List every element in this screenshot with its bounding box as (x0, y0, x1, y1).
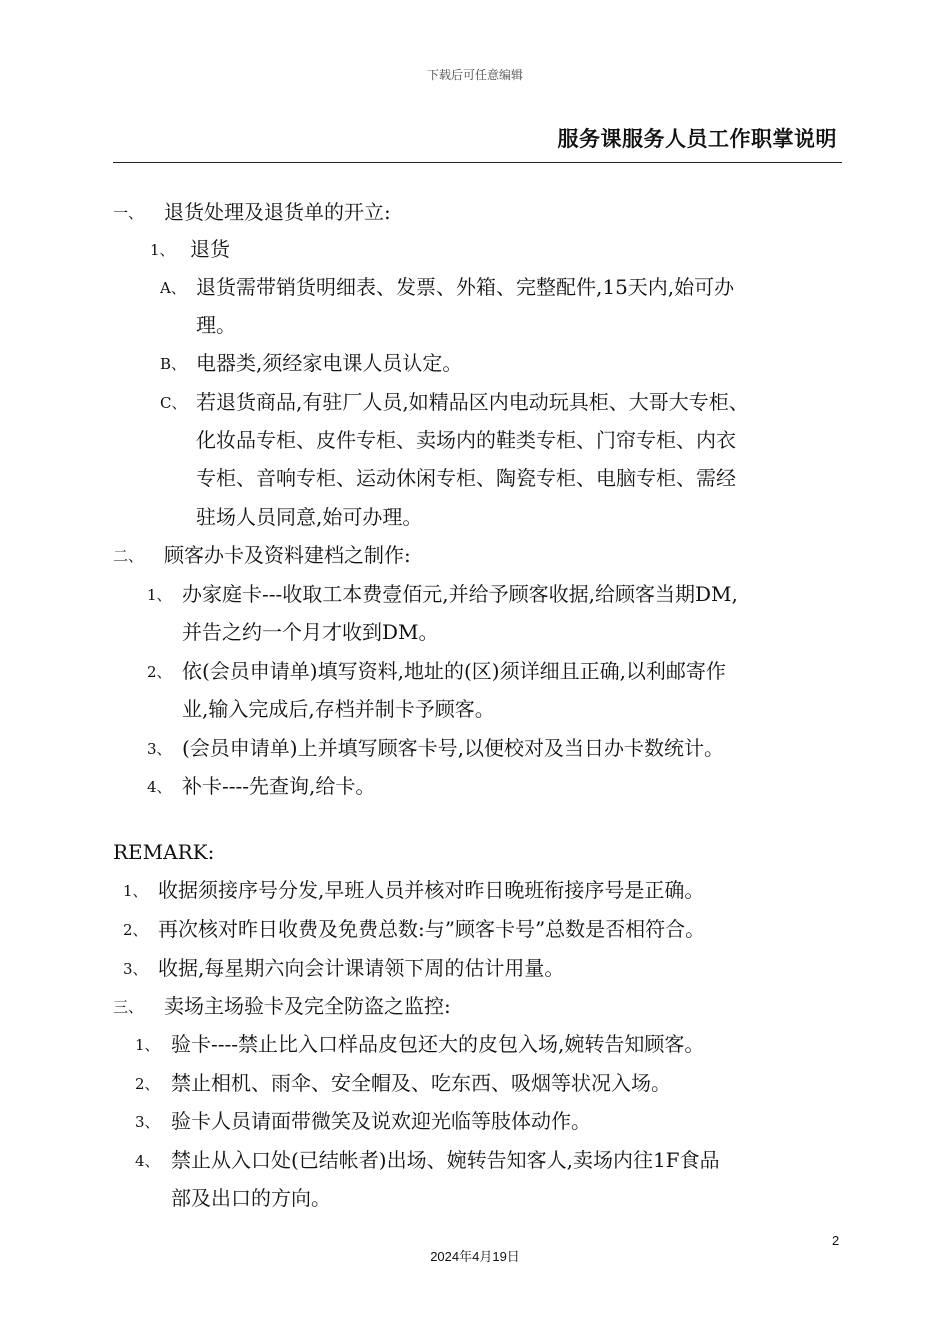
section-2-heading: 顾客办卡及资料建档之制作: (164, 543, 411, 567)
remark-item-3-text: 收据,每星期六向会计课请领下周的估计用量。 (158, 956, 565, 980)
s1-sub1-text: 退货 (190, 237, 230, 261)
document-title: 服务课服务人员工作职掌说明 (557, 127, 837, 151)
remark-item-2-number: 2、 (123, 921, 148, 939)
remark-item-2-text: 再次核对昨日收费及免费总数:与”顾客卡号”总数是否相符合。 (158, 917, 706, 941)
section-2-number: 二、 (113, 547, 144, 565)
s2-item-2-line-1: 依(会员申请单)填写资料,地址的(区)须详细且正确,以利邮寄作 (182, 659, 726, 683)
remark-item-3-number: 3、 (123, 960, 148, 978)
s1-item-c-line-3: 专柜、音响专柜、运动休闲专柜、陶瓷专柜、电脑专柜、需经 (196, 466, 736, 490)
s1-item-a-line-1: 退货需带销货明细表、发票、外箱、完整配件,15天内,始可办 (196, 275, 735, 299)
section-1-number: 一、 (113, 204, 144, 222)
s3-item-1-line-1: 验卡----禁止比入口样品皮包还大的皮包入场,婉转告知顾客。 (171, 1032, 705, 1056)
s2-item-1-line-1: 办家庭卡---收取工本费壹佰元,并给予顾客收据,给顾客当期DM, (182, 582, 738, 606)
s2-item-1-line-2: 并告之约一个月才收到DM。 (182, 620, 439, 644)
footer-date: 2024年4月19日 (430, 1249, 520, 1264)
s1-item-c-line-2: 化妆品专柜、皮件专柜、卖场内的鞋类专柜、门帘专柜、内衣 (196, 428, 736, 452)
title-divider (113, 162, 842, 163)
s2-item-4-number: 4、 (147, 778, 172, 796)
s1-sub1-number: 1、 (150, 241, 175, 259)
s3-item-4-number: 4、 (135, 1152, 160, 1170)
section-1-heading: 退货处理及退货单的开立: (164, 200, 391, 224)
page-number: 2 (832, 1233, 840, 1248)
s3-item-3-line-1: 验卡人员请面带微笑及说欢迎光临等肢体动作。 (171, 1109, 591, 1133)
remark-item-1-text: 收据须接序号分发,早班人员并核对昨日晚班衔接序号是正确。 (158, 878, 705, 902)
s1-item-a-number: A、 (160, 279, 186, 297)
section-3-heading: 卖场主场验卡及完全防盗之监控: (164, 994, 451, 1018)
s1-item-a-line-2: 理。 (196, 313, 236, 337)
s1-item-c-number: C、 (160, 394, 187, 412)
remark-item-1-number: 1、 (123, 882, 148, 900)
s3-item-4-line-2: 部及出口的方向。 (171, 1186, 331, 1210)
s1-item-c-line-4: 驻场人员同意,始可办理。 (196, 505, 423, 529)
s2-item-2-number: 2、 (147, 663, 172, 681)
s1-item-c-line-1: 若退货商品,有驻厂人员,如精品区内电动玩具柜、大哥大专柜、 (196, 390, 749, 414)
s1-item-b-number: B、 (160, 355, 187, 373)
s2-item-2-line-2: 业,输入完成后,存档并制卡予顾客。 (182, 697, 495, 721)
header-note: 下载后可任意编辑 (426, 68, 523, 82)
s3-item-1-number: 1、 (135, 1036, 160, 1054)
s2-item-3-number: 3、 (147, 740, 172, 758)
s3-item-2-number: 2、 (135, 1075, 160, 1093)
section-3-number: 三、 (113, 998, 144, 1016)
s1-item-b-line-1: 电器类,须经家电课人员认定。 (196, 351, 463, 375)
s3-item-2-line-1: 禁止相机、雨伞、安全帽及、吃东西、吸烟等状况入场。 (171, 1071, 671, 1095)
s2-item-4-line-1: 补卡----先查询,给卡。 (182, 774, 376, 798)
remark-heading: REMARK: (113, 840, 215, 864)
s2-item-1-number: 1、 (147, 586, 172, 604)
s2-item-3-line-1: (会员申请单)上并填写顾客卡号,以便校对及当日办卡数统计。 (182, 736, 724, 760)
s3-item-3-number: 3、 (135, 1113, 160, 1131)
s3-item-4-line-1: 禁止从入口处(已结帐者)出场、婉转告知客人,卖场内往1F食品 (171, 1148, 720, 1172)
